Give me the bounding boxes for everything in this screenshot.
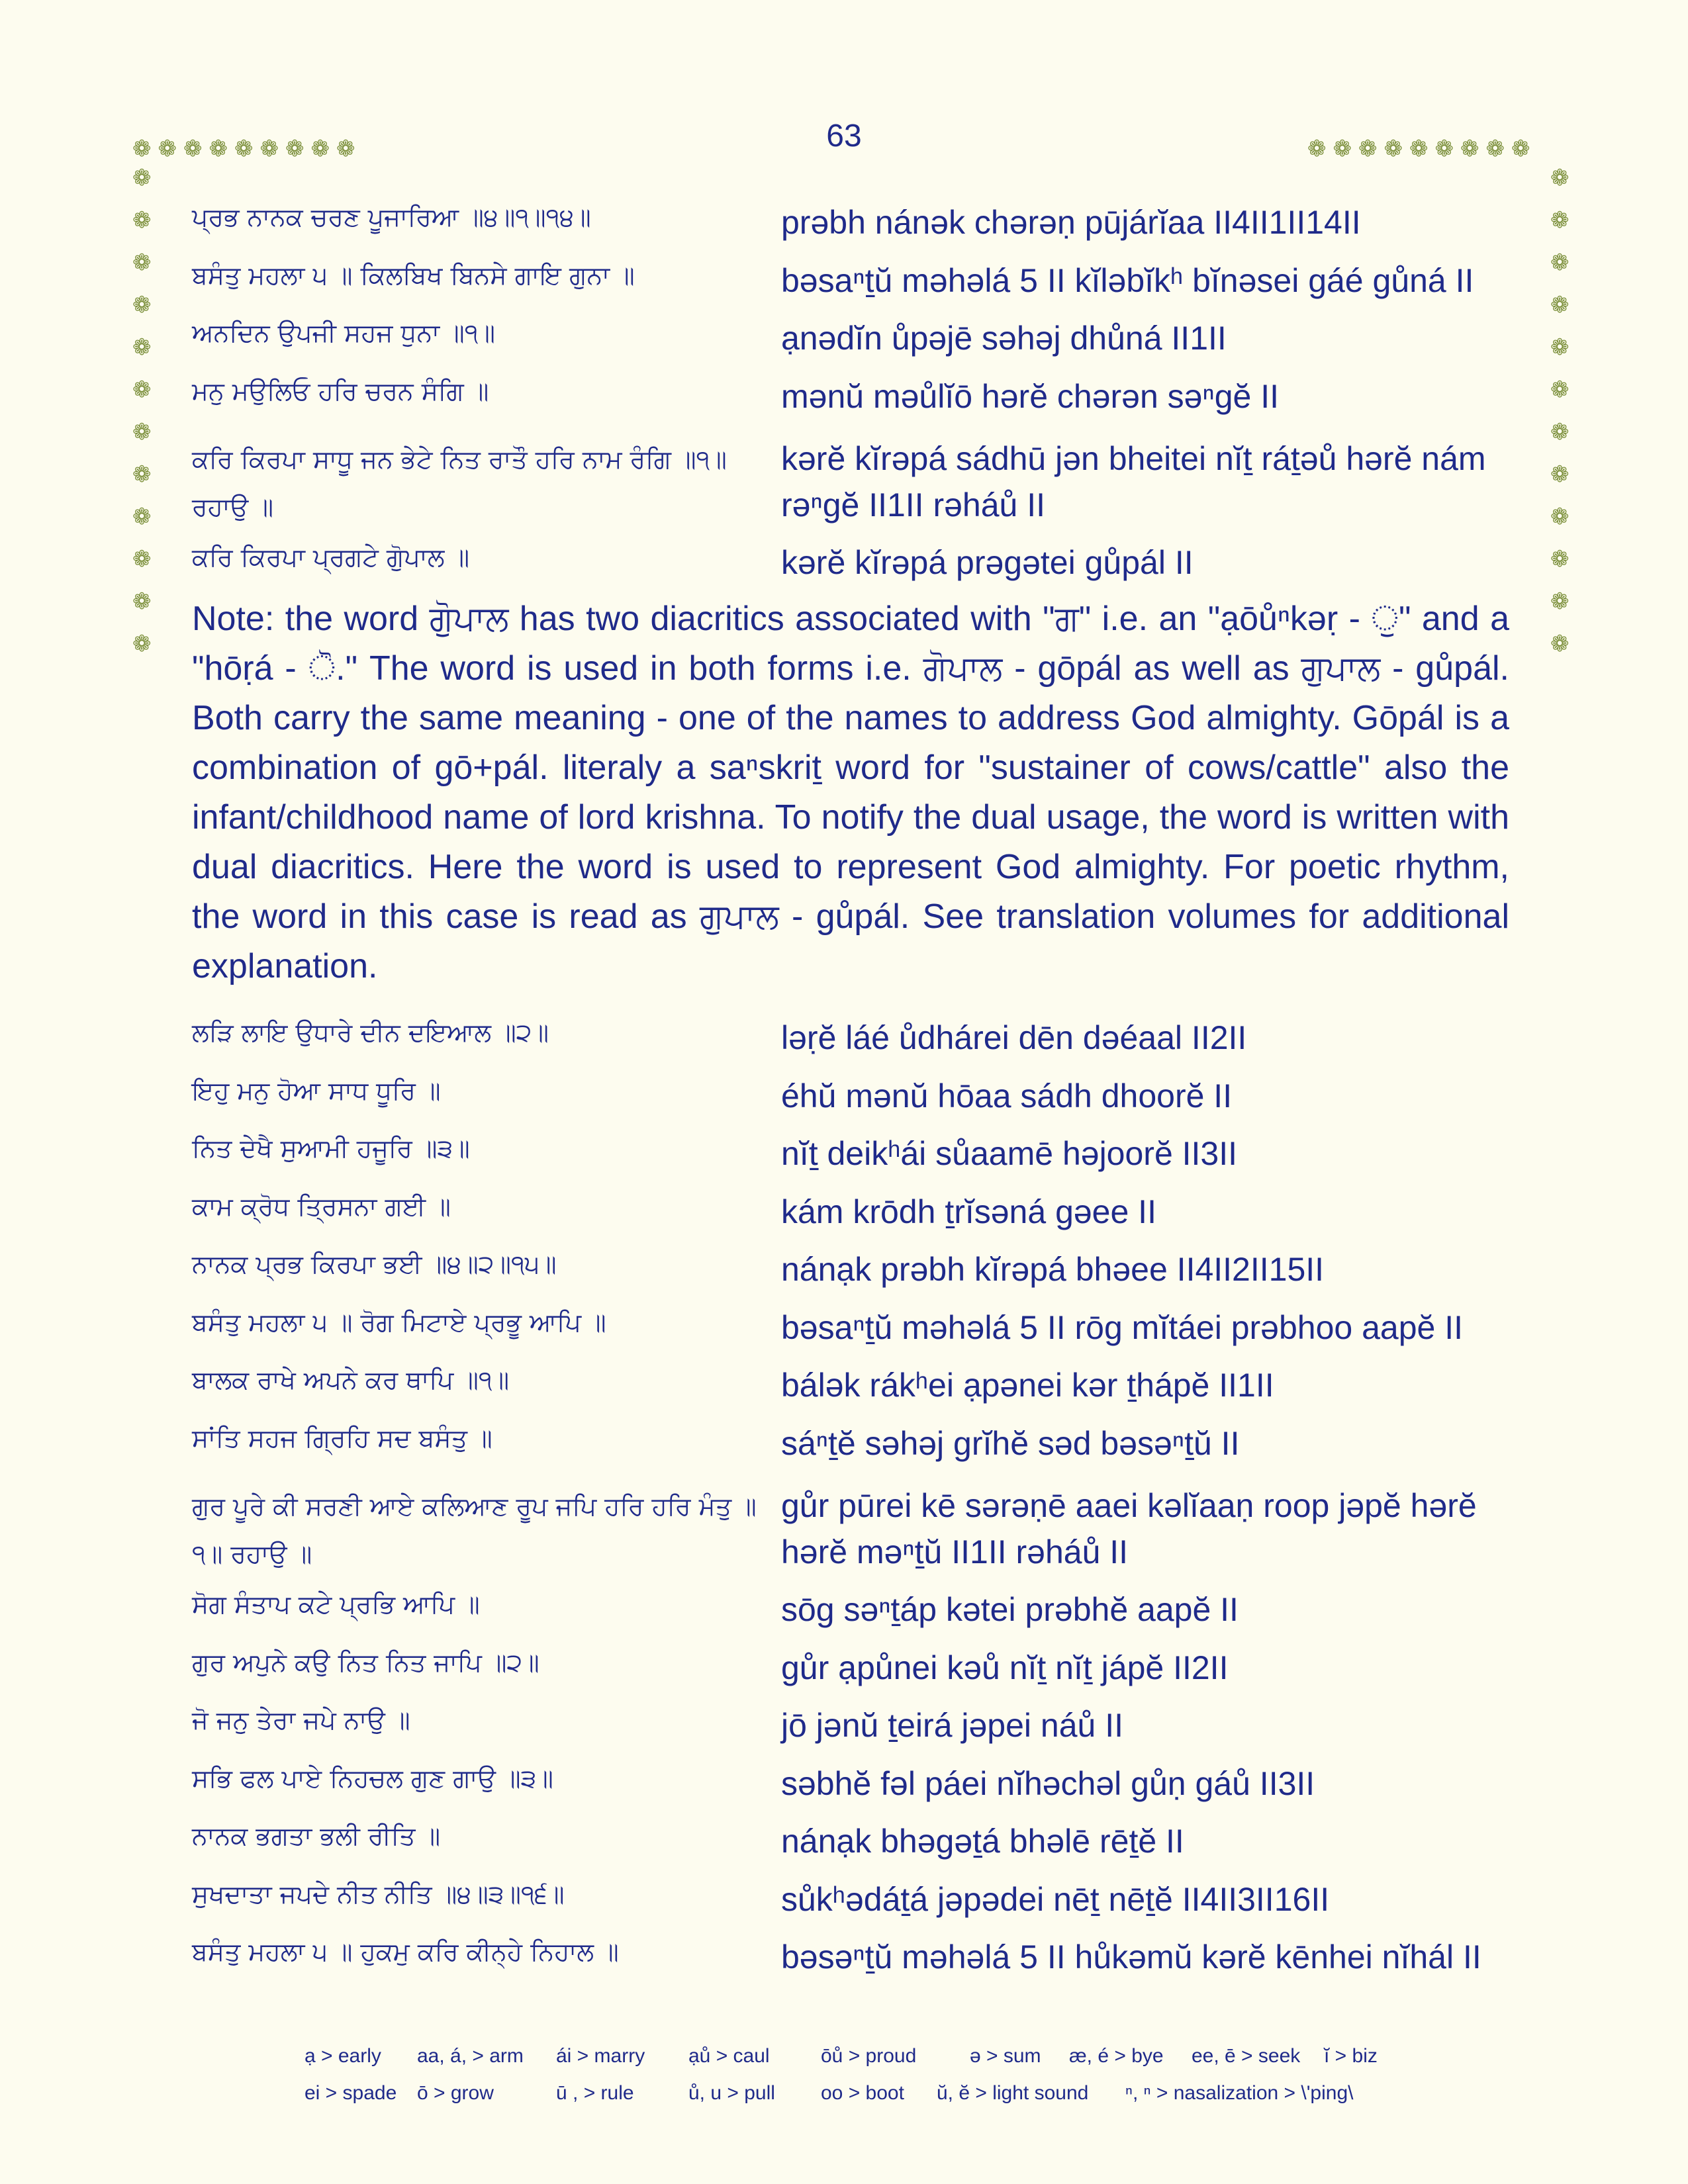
flower-icon: ❁ [1550,504,1570,529]
flower-icon: ❁ [1550,462,1570,487]
verse-line [192,262,1509,300]
legend-item: ee, ē > seek [1192,2045,1301,2067]
flower-icon: ❁ [209,136,228,161]
legend-item: ĭ > biz [1324,2045,1378,2067]
transliteration-text: ləṛĕ láé ůdhárei dēn dəéaal II2II [781,1019,1247,1056]
transliteration-text: kərĕ kĭrəpá sádhū jən bheitei nĭṯ ráṯəů hərĕ nám rəⁿgĕ II1II rəháů II [781,440,1486,523]
legend-item: ⁿ, ⁿ > nasalization > \'ping\ [1125,2082,1354,2104]
flower-icon: ❁ [1485,136,1505,161]
flower-icon: ❁ [310,136,330,161]
flower-icon: ❁ [132,250,152,275]
pronunciation-legend [305,2045,1509,2105]
transliteration-text: sůkʰədáṯá jəpədei nēṯ nēṯĕ II4II3II16II [781,1880,1330,1918]
flower-icon: ❁ [183,136,203,161]
flower-icon: ❁ [234,136,254,161]
flower-icon: ❁ [259,136,279,161]
gurmukhi-text: ਸੋਗ ਸੰਤਾਪ ਕਟੇ ਪ੍ਰਭਿ ਆਪਿ ॥ [192,1590,480,1619]
transliteration-text: bəsaⁿṯŭ məhəlá 5 II rōg mĭtáei prəbhoo aapĕ II [781,1308,1464,1346]
flower-icon: ❁ [1358,136,1378,161]
gurmukhi-text: ਬਸੰਤੁ ਮਹਲਾ ੫ ॥ ਕਿਲਬਿਖ ਬਿਨਸੇ ਗਾਇ ਗੁਨਾ ॥ [192,260,635,290]
legend-row [305,2082,1509,2105]
legend-item: æ, é > bye [1069,2045,1164,2067]
gurmukhi-text: ਬਸੰਤੁ ਮਹਲਾ ੫ ॥ ਰੋਗ ਮਿਟਾਏ ਪ੍ਰਭੂ ਆਪਿ ॥ [192,1307,606,1337]
top-left-ornament [132,138,355,160]
flower-icon: ❁ [158,136,177,161]
transliteration-text: ạnədĭn ůpəjē səhəj dhůná II1II [781,320,1227,357]
transliteration-text: sáⁿṯĕ səhəj grĭhĕ səd bəsəⁿṯŭ II [781,1424,1240,1462]
transliteration-text: gůr ạpůnei kəů nĭṯ nĭṯ jápĕ II2II [781,1649,1229,1686]
flower-icon: ❁ [1383,136,1403,161]
flower-icon: ❁ [1550,589,1570,614]
flower-icon: ❁ [132,420,152,445]
verse-line [192,1765,1509,1803]
gurmukhi-text: ਸਭਿ ਫਲ ਪਾਏ ਨਿਹਚਲ ਗੁਣ ਗਾਉ ॥੩॥ [192,1763,553,1793]
flower-icon: ❁ [132,335,152,360]
transliteration-text: bəsaⁿṯŭ məhəlá 5 II kĭləbĭkʰ bĭnəsei gáé gůná II [781,261,1474,299]
legend-item: ū , > rule [556,2082,634,2104]
flower-icon: ❁ [132,631,152,657]
legend-item: aa, á, > arm [417,2045,524,2067]
legend-item: ō > grow [417,2082,494,2104]
note-paragraph: Note: the word ਗੁੋਪਾਲ has two diacritics associated with "ਗ" i.e. an "ạōůⁿkəṛ - ੁ" and a "hōṛá - ੋ." The word is used in both forms i.e. ਗੋਪਾਲ - gōpál as well as ਗੁਪਾਲ - gůpál. Both carry the same meaning - one of the names to address God almighty. Gōpál is a combination of gō+pál. literaly a saⁿskriṯ word for "sustainer of cows/cattle" also the infant/childhood name of lord krishna. To notify the dual usage, the word is written with dual diacritics. Here the word is used to represent God almighty. For poetic rhythm, the word in this case is read as ਗੁਪਾਲ - gůpál. See translation volumes for additional explanation. [192,600,1509,985]
legend-item: ŭ, ĕ > light sound [937,2082,1089,2104]
gurmukhi-text: ਬਾਲਕ ਰਾਖੇ ਅਪਨੇ ਕਰ ਥਾਪਿ ॥੧॥ [192,1365,510,1394]
gurmukhi-text: ਨਿਤ ਦੇਖੈ ਸੁਆਮੀ ਹਜੂਰਿ ॥੩॥ [192,1134,470,1163]
gurmukhi-text: ਬਸੰਤੁ ਮਹਲਾ ੫ ॥ ਹੁਕਮੁ ਕਰਿ ਕੀਨ੍ਹੇ ਨਿਹਾਲ ॥ [192,1937,619,1967]
legend-item: ə > sum [970,2045,1041,2067]
verse-line [192,1251,1509,1289]
verse-line [192,1482,1509,1578]
flower-icon: ❁ [1550,208,1570,233]
verses-top [192,204,1509,582]
verse-line [192,1649,1509,1688]
flower-icon: ❁ [1307,136,1327,161]
flower-icon: ❁ [1409,136,1429,161]
flower-icon: ❁ [1550,293,1570,318]
verse-line [192,1019,1509,1058]
verse-line [192,378,1509,416]
verse-line [192,320,1509,358]
gurmukhi-text: ਸੁਖਦਾਤਾ ਜਪਦੇ ਨੀਤ ਨੀਤਿ ॥੪॥੩॥੧੬॥ [192,1879,565,1909]
legend-item: ạů > caul [688,2045,770,2067]
legend-item: ei > spade [305,2082,397,2104]
flower-icon: ❁ [1550,377,1570,402]
flower-icon: ❁ [1550,250,1570,275]
gurmukhi-text: ਅਨਦਿਨ ਉਪਜੀ ਸਹਜ ਧੁਨਾ ॥੧॥ [192,318,495,347]
gurmukhi-text: ਕਾਮ ਕ੍ਰੋਧ ਤ੍ਰਿਸਨਾ ਗਈ ॥ [192,1191,451,1221]
verse-line [192,544,1509,582]
top-right-ornament [1307,138,1530,160]
gurmukhi-text: ਗੁਰ ਪੂਰੇ ਕੀ ਸਰਣੀ ਆਏ ਕਲਿਆਣ ਰੂਪ ਜਪਿ ਹਰਿ ਹਰਿ ਮੰਤੁ ॥੧॥ ਰਹਾਉ ॥ [192,1492,757,1569]
verse-line [192,204,1509,242]
flower-icon: ❁ [132,547,152,572]
gurmukhi-text: ਕਰਿ ਕਿਰਪਾ ਪ੍ਰਗਟੇ ਗੁੋਪਾਲ ॥ [192,543,470,572]
flower-icon: ❁ [1511,136,1530,161]
flower-icon: ❁ [1550,420,1570,445]
flower-icon: ❁ [1333,136,1352,161]
verse-line [192,1425,1509,1463]
flower-icon: ❁ [132,462,152,487]
legend-item: ái > marry [556,2045,645,2067]
legend-item: ōů > proud [821,2045,917,2067]
transliteration-text: bəsəⁿṯŭ məhəlá 5 II hůkəmŭ kərĕ kēnhei nĭhál II [781,1938,1481,1976]
transliteration-text: gůr pūrei kē sərəṇē aaei kəlĭaaṇ roop jəpĕ hərĕ hərĕ məⁿṯŭ II1II rəháů II [781,1487,1477,1570]
verse-line [192,1367,1509,1405]
verse-line [192,1823,1509,1861]
gurmukhi-text: ਮਨੁ ਮਉਲਿਓ ਹਰਿ ਚਰਨ ਸੰਗਿ ॥ [192,376,489,406]
transliteration-text: jō jənŭ ṯeirá jəpei náů II [781,1707,1124,1745]
flower-icon: ❁ [336,136,355,161]
legend-row [305,2045,1509,2068]
gurmukhi-text: ਨਾਨਕ ਭਗਤਾ ਭਲੀ ਰੀਤਿ ॥ [192,1821,441,1851]
transliteration-text: kám krōdh ṯrĭsəná gəee II [781,1193,1156,1230]
flower-icon: ❁ [132,136,152,161]
gurmukhi-text: ਕਰਿ ਕਿਰਪਾ ਸਾਧੂ ਜਨ ਭੇਟੇ ਨਿਤ ਰਾਤੌ ਹਰਿ ਨਾਮ ਰੰਗਿ ॥੧॥ ਰਹਾਉ ॥ [192,445,727,522]
transliteration-text: prəbh nánək chərəṇ pūjárĭaa II4II1II14II [781,204,1361,241]
legend-item: ů, u > pull [688,2082,775,2104]
right-ornament [1550,167,1570,655]
transliteration-text: nĭṯ deikʰái sůaamē həjoorĕ II3II [781,1135,1238,1172]
flower-icon: ❁ [132,165,152,191]
verse-line [192,1193,1509,1232]
legend-item: oo > boot [821,2082,904,2104]
verse-line [192,1309,1509,1347]
gurmukhi-text: ਸਾਂਤਿ ਸਹਜ ਗ੍ਰਿਹਿ ਸਦ ਬਸੰਤੁ ॥ [192,1423,492,1453]
transliteration-text: bálək rákʰei ạpənei kər ṯhápĕ II1II [781,1367,1274,1404]
transliteration-text: sōg səⁿṯáp kətei prəbhĕ aapĕ II [781,1591,1239,1629]
flower-icon: ❁ [285,136,305,161]
verse-line [192,1591,1509,1629]
verses-bottom [192,1019,1509,1977]
gurmukhi-text: ਨਾਨਕ ਪ੍ਰਭ ਕਿਰਪਾ ਭਈ ॥੪॥੨॥੧੫॥ [192,1250,557,1279]
flower-icon: ❁ [1550,165,1570,191]
gurmukhi-text: ਇਹੁ ਮਨੁ ਹੋਆ ਸਾਧ ਧੂਰਿ ॥ [192,1075,441,1105]
gurmukhi-text: ਲੜਿ ਲਾਇ ਉਧਾਰੇ ਦੀਨ ਦਇਆਲ ॥੨॥ [192,1018,549,1047]
gurmukhi-text: ਜੋ ਜਨੁ ਤੇਰਾ ਜਪੇ ਨਾਉ ॥ [192,1706,410,1735]
transliteration-text: nánạk prəbh kĭrəpá bhəee II4II2II15II [781,1251,1325,1288]
transliteration-text: mənŭ məůlĭō hərĕ chərən səⁿgĕ II [781,377,1280,415]
flower-icon: ❁ [1434,136,1454,161]
verse-line [192,435,1509,531]
flower-icon: ❁ [1550,631,1570,657]
verse-line [192,1077,1509,1116]
flower-icon: ❁ [132,589,152,614]
flower-icon: ❁ [132,293,152,318]
gurmukhi-text: ਪ੍ਰਭ ਨਾਨਕ ਚਰਣ ਪੂਜਾਰਿਆ ॥੪॥੧॥੧੪॥ [192,203,591,232]
verse-line [192,1938,1509,1977]
gurmukhi-text: ਗੁਰ ਅਪੁਨੇ ਕਉ ਨਿਤ ਨਿਤ ਜਾਪਿ ॥੨॥ [192,1647,539,1677]
verse-line [192,1707,1509,1745]
left-ornament [132,167,152,655]
flower-icon: ❁ [1550,335,1570,360]
flower-icon: ❁ [132,208,152,233]
flower-icon: ❁ [132,504,152,529]
transliteration-text: səbhĕ fəl páei nĭhəchəl gůṇ gáů II3II [781,1764,1315,1802]
verse-line [192,1135,1509,1173]
flower-icon: ❁ [1550,547,1570,572]
legend-item: ạ > early [305,2045,381,2067]
verse-line [192,1881,1509,1919]
page-number: 63 [826,118,862,154]
transliteration-text: éhŭ mənŭ hōaa sádh dhoorĕ II [781,1077,1233,1115]
transliteration-text: nánạk bhəgəṯá bhəlē rēṯĕ II [781,1823,1184,1860]
transliteration-text: kərĕ kĭrəpá prəgətei gůpál II [781,544,1194,582]
flower-icon: ❁ [1460,136,1479,161]
flower-icon: ❁ [132,377,152,402]
